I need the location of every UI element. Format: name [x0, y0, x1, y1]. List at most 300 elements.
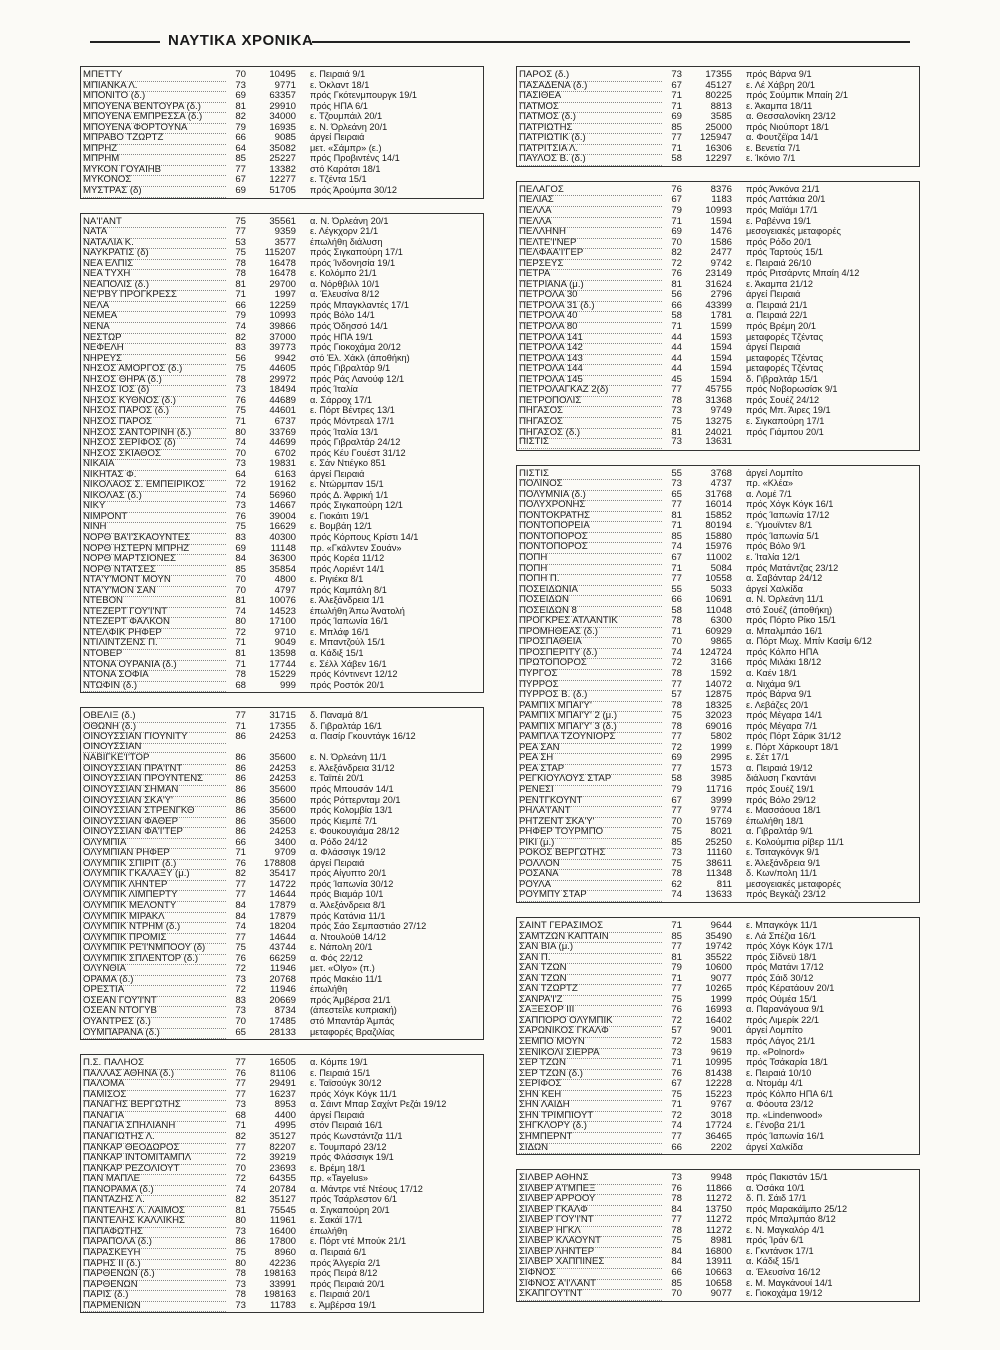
ship-entry — [83, 1016, 483, 1027]
ship-entry — [83, 752, 483, 763]
build-year: 68 — [235, 1109, 246, 1121]
build-year: 76 — [671, 1004, 682, 1016]
build-year: 77 — [671, 573, 682, 585]
tonnage: 35600 — [269, 794, 296, 806]
build-year: 75 — [235, 405, 246, 417]
ship-entry — [519, 1183, 919, 1194]
ship-name: ΝΗΣΟΣ ΑΜΟΡΓΟΣ (δ.) — [83, 364, 226, 376]
status: πρός Ίαπωνία 16/1 — [310, 616, 389, 627]
build-year: 84 — [235, 900, 246, 912]
ship-name: ΟΘΩΝΗ (δ.) — [83, 722, 226, 734]
ship-entry — [83, 1068, 483, 1079]
build-year: 71 — [235, 720, 246, 732]
ship-name: Π.Σ. ΠΑΛΗΟΣ — [83, 1058, 226, 1070]
build-year: 71 — [235, 289, 246, 301]
status: δ. Γιβραλτάρ 16/1 — [310, 720, 382, 731]
status: πρός Μπαγκλαντές 17/1 — [310, 299, 409, 310]
status: πρός Πακιστάν 15/1 — [746, 1172, 828, 1183]
status: ε. Σέλλ Χάβεν 16/1 — [310, 658, 387, 669]
status: ε. Τουμπαρό 23/12 — [310, 1141, 387, 1152]
ship-name: ΝΗΣΟΣ ΣΕΡΙΦΟΣ (δ) — [83, 438, 226, 450]
ship-name: ΠΗΓΑΣΟΣ — [519, 417, 662, 429]
ship-entry — [519, 858, 919, 869]
build-year: 86 — [235, 773, 246, 785]
ship-name: ΝΕΑΠΟΛΙΣ (δ.) — [83, 280, 226, 292]
status: ε. Βρέμη 18/1 — [310, 1162, 366, 1173]
ship-name: ΠΡΟΓΚΡΕΣ ΑΤΛΑΝΤΙΚ — [519, 616, 662, 628]
build-year: 62 — [671, 878, 682, 890]
ship-entry — [83, 237, 483, 248]
ship-name: ΝΙΜΡΟΝΤ — [83, 512, 226, 524]
tonnage: 23149 — [705, 268, 732, 280]
build-year: 78 — [235, 268, 246, 280]
ship-entry — [519, 1267, 919, 1278]
build-year: 71 — [671, 972, 682, 984]
build-year: 69 — [671, 752, 682, 764]
ship-name: ΟΙΝΟΥΣΣΙΑΝ ΠΡΑ'Ι'ΝΤ — [83, 764, 226, 776]
ship-name: ΠΥΡΡΟΣ Β. (δ.) — [519, 690, 662, 702]
ship-entry — [83, 721, 483, 732]
ship-name: ΡΑΜΠΙΧ ΜΠΑΙ'Υ' 3 (δ.) — [519, 722, 662, 734]
ship-name: ΣΑΜΤΖΩΝ ΚΑΠΤΑΙΝ — [519, 932, 662, 944]
ship-entry — [83, 289, 483, 300]
status: πρός Ριτσάρντς Μπαίη 4/12 — [746, 268, 860, 279]
status: πρός Μιλάκι 18/12 — [746, 657, 822, 668]
ship-entry — [519, 679, 919, 690]
tonnage: 10558 — [705, 573, 732, 585]
build-year: 72 — [235, 479, 246, 491]
status: α. Λομέ 7/1 — [746, 488, 792, 499]
tonnage: 6163 — [274, 468, 296, 480]
build-year: 82 — [235, 868, 246, 880]
ship-name: ΣΕΡ ΤΖΩΝ — [519, 1058, 662, 1070]
ship-entry — [519, 1131, 919, 1142]
build-year: 44 — [671, 363, 682, 375]
status: πρός Σουέζ 19/1 — [746, 784, 815, 794]
ship-name: ΟΡΕΣΤΙΑ — [83, 985, 226, 997]
build-year: 82 — [235, 111, 246, 123]
ship-name: ΠΟΝΤΟΠΟΡΕΙΑ — [519, 521, 662, 533]
ship-entry — [519, 826, 919, 837]
status: ε. Πειραιά 20/1 — [310, 1289, 371, 1300]
ship-entry — [83, 1184, 483, 1195]
status: ε. Πόρτ ντέ Μπούκ 21/1 — [310, 1236, 407, 1247]
build-year: 73 — [235, 1299, 246, 1311]
status: μετ. «Σάμπρ» (ε.) — [310, 142, 382, 153]
ship-entry — [83, 1078, 483, 1089]
ship-name: ΝΤΩΦΙΝ (δ.) — [83, 681, 226, 693]
build-year: 83 — [235, 994, 246, 1006]
tonnage: 11716 — [706, 784, 732, 795]
ship-entry — [519, 520, 919, 531]
ship-name: ΟΙΝΟΥΣΣΙΑΝ ΣΚΑ'Υ' — [83, 796, 226, 808]
build-year: 73 — [671, 1046, 682, 1058]
build-year: 86 — [235, 826, 246, 838]
ship-name: ΣΙΛΒΕΡ ΑΡΡΟΟΥ — [519, 1194, 662, 1206]
ship-entry — [83, 90, 483, 101]
tonnage: 8953 — [274, 1099, 296, 1111]
status: έπωλήθη 18/1 — [746, 815, 804, 826]
tonnage: 29491 — [269, 1078, 296, 1090]
ship-entry — [83, 185, 483, 196]
build-year: 75 — [671, 415, 682, 427]
tonnage: 80225 — [705, 90, 732, 102]
status: άργεί Πειραιά — [310, 857, 365, 868]
status: ε. Ραβέννα 19/1 — [746, 215, 811, 226]
build-year: 76 — [235, 1067, 246, 1079]
tonnage: 1583 — [710, 1036, 732, 1048]
tonnage: 39773 — [269, 342, 296, 354]
build-year: 72 — [671, 1109, 682, 1121]
status: πρός Πόρτο Ρίκο 15/1 — [746, 615, 836, 626]
tonnage: 25000 — [705, 121, 732, 133]
ship-name: ΠΕΤΡΟΛΑ 145 — [519, 375, 662, 387]
ship-name: ΠΡΩΤΟΠΟΡΟΣ — [519, 658, 662, 670]
status: ε. Γιοκοχάμα 19/12 — [746, 1288, 823, 1299]
ship-entry — [519, 847, 919, 858]
ship-name: ΣΗΓΚΛΟΡΥ (δ.) — [519, 1121, 662, 1133]
build-year: 78 — [671, 1193, 682, 1205]
ship-name: ΠΑΡΘΕΝΩΝ — [83, 1280, 226, 1292]
ship-name: ΡΟΛΛΟΝ — [519, 859, 662, 871]
ship-entry — [519, 952, 919, 963]
ship-entry — [83, 710, 483, 721]
tonnage: 45755 — [705, 384, 732, 396]
status: ε. Γιοκάιτι 19/1 — [310, 510, 369, 521]
status: α. Σάρροχ 17/1 — [310, 394, 372, 405]
ship-name: ΠΗΓΑΣΟΣ (δ.) — [519, 428, 662, 440]
ship-entry — [83, 1120, 483, 1131]
build-year: 76 — [235, 394, 246, 406]
ship-entry — [83, 921, 483, 932]
tonnage: 18494 — [269, 384, 296, 396]
tonnage: 29972 — [269, 373, 296, 385]
ship-entry — [83, 669, 483, 680]
status: άργεί Λομπίτο — [746, 467, 803, 478]
ship-name: ΠΕΤΡΙΑΝΑ (μ.) — [519, 280, 662, 292]
ship-entry — [83, 648, 483, 659]
status: μεταφορές Τζέντας — [746, 352, 823, 363]
tonnage: 29700 — [269, 278, 296, 290]
tonnage: 11148 — [270, 542, 296, 554]
ship-entry — [83, 1194, 483, 1205]
build-year: 69 — [235, 185, 246, 197]
ship-list-block — [516, 181, 920, 451]
tonnage: 35082 — [269, 142, 296, 154]
build-year: 73 — [235, 384, 246, 396]
status: πρός Λαττάκια 20/1 — [746, 194, 826, 205]
status: ε. Άλεξάνδρεια 31/12 — [310, 762, 395, 773]
tonnage: 11048 — [706, 604, 732, 616]
ship-entry — [519, 1288, 919, 1299]
build-year: 70 — [671, 236, 682, 248]
ship-name: ΠΑΤΡΙΩΤΙΚ (δ.) — [519, 133, 662, 145]
ship-entry — [519, 731, 919, 742]
ship-name: ΠΑΝΤΕΛΗΣ Λ. ΛΑΙΜΟΣ — [83, 1206, 226, 1218]
ship-entry — [519, 879, 919, 890]
ship-entry — [83, 469, 483, 480]
tonnage: 11783 — [270, 1299, 296, 1311]
ship-name: ΠΕΛΙΑΣ — [519, 195, 662, 207]
ship-name: ΟΛΥΜΠΙΚ ΣΠΙΡΙΤ (δ.) — [83, 859, 226, 871]
status: α. Πασίρ Γκουντάγκ 16/12 — [310, 731, 416, 742]
ship-entry — [83, 942, 483, 953]
status: πρός Κιεμπέ 7/1 — [310, 815, 377, 826]
status: πρός Μόντρεαλ 17/1 — [310, 415, 395, 426]
ship-name: ΝΤΟΝΑ ΣΟΦΙΑ — [83, 670, 226, 682]
ship-entry — [519, 805, 919, 816]
build-year: 70 — [671, 636, 682, 648]
status: άργεί Πειραιά — [310, 468, 365, 479]
status: πρός Μπαλμπάο 8/12 — [746, 1214, 836, 1225]
ship-entry — [83, 953, 483, 964]
tonnage: 14523 — [269, 605, 296, 617]
status: πρός Γιάμπου 20/1 — [746, 426, 824, 437]
ship-entry — [83, 742, 483, 753]
ship-name: ΠΕΤΡΟΠΟΛΙΣ — [519, 396, 662, 408]
ship-name: ΠΟΛΥΜΝΙΑ (δ.) — [519, 490, 662, 502]
build-year: 65 — [235, 1026, 246, 1038]
build-year: 73 — [671, 478, 682, 490]
build-year: 82 — [235, 1194, 246, 1206]
tonnage: 16237 — [269, 1088, 296, 1100]
ship-entry — [519, 941, 919, 952]
build-year: 72 — [235, 963, 246, 975]
build-year: 72 — [235, 1173, 246, 1185]
status: ε. Άμβέρσα 19/1 — [310, 1299, 377, 1310]
tonnage: 45127 — [705, 79, 732, 91]
status: πρός Κέρατάουν 20/1 — [746, 983, 835, 994]
status: πρός Τσάρλεστον 6/1 — [310, 1194, 398, 1205]
tonnage: 10691 — [705, 594, 732, 606]
build-year: 71 — [235, 415, 246, 427]
ship-entry — [519, 478, 919, 489]
ship-entry — [83, 773, 483, 784]
ship-entry — [83, 784, 483, 795]
status: πρός Βάρνα 9/1 — [746, 689, 812, 700]
build-year: 77 — [235, 1078, 246, 1090]
build-year: 66 — [235, 836, 246, 848]
ship-entry — [519, 321, 919, 332]
build-year: 77 — [671, 731, 682, 743]
tonnage: 14644 — [269, 931, 296, 943]
ship-name: ΝΟΡΘ ΝΤΑΤΣΕΣ — [83, 565, 226, 577]
build-year: 81 — [235, 100, 246, 112]
build-year: 58 — [671, 310, 682, 322]
status: ε. Βομβάη 12/1 — [310, 521, 372, 532]
status: α. Κόμπε 19/1 — [310, 1057, 368, 1068]
status: πρός Όδησσό 14/1 — [310, 321, 388, 332]
ship-name: ΝΙΚΗΤΑΣ Φ. — [83, 470, 226, 482]
ship-name: ΟΛΥΜΠΙΚ ΛΗΝΤΕΡ — [83, 880, 226, 892]
ship-name: ΡΗΤΖΕΝΤ ΣΚΑ'Υ' — [519, 817, 662, 829]
tonnage: 8960 — [274, 1246, 296, 1258]
tonnage: 24253 — [269, 731, 296, 743]
tonnage: 3999 — [710, 794, 732, 806]
ship-entry — [519, 1120, 919, 1131]
build-year: 73 — [235, 458, 246, 470]
ship-name: ΝΕΦΕΛΗ — [83, 343, 226, 355]
ship-name: ΠΟΠΗ — [519, 564, 662, 576]
status: δ. Κων/πολη 11/1 — [746, 868, 818, 879]
tonnage: 13633 — [705, 889, 732, 901]
status: πρ. «Polnord» — [746, 1046, 805, 1057]
ship-name: ΣΙΦΝΟΣ Α'Ι'ΛΑΝΤ — [519, 1279, 662, 1291]
build-year: 79 — [671, 784, 682, 795]
status: έπωλήθη Άπω Άνατολή — [310, 605, 405, 616]
build-year: 69 — [671, 111, 682, 123]
ship-name: ΠΡΟΣΠΑΘΕΙΑ — [519, 637, 662, 649]
tonnage: 4797 — [274, 584, 296, 596]
ship-entry — [519, 353, 919, 364]
ship-name: ΣΕΡΙΦΟΣ — [519, 1079, 662, 1091]
status: έπωλήθη — [310, 1225, 348, 1236]
ship-entry — [83, 543, 483, 554]
build-year: 71 — [671, 1057, 682, 1069]
status: πρός Βόλο 29/12 — [746, 794, 816, 805]
ship-entry — [519, 143, 919, 154]
ship-entry — [519, 837, 919, 848]
tonnage: 9767 — [710, 1099, 732, 1111]
status: πρός Ίράν 6/1 — [746, 1235, 804, 1246]
ship-name: ΡΗΦΕΡ ΤΟΥΡΜΠΟ — [519, 827, 662, 839]
build-year: 74 — [235, 921, 246, 933]
ship-name: ΠΕΤΡΟΛΑ 80 — [519, 322, 662, 334]
build-year: 66 — [235, 132, 246, 144]
build-year: 67 — [671, 1078, 682, 1090]
status: α. Φός 22/12 — [310, 952, 363, 963]
tonnage: 1594 — [710, 342, 732, 354]
ship-entry — [519, 153, 919, 164]
ship-entry — [83, 1163, 483, 1174]
ship-name: ΟΛΥΜΠΙΚ ΛΙΜΠΕΡΤΥ — [83, 890, 226, 902]
status: πρός Μέγαρα 14/1 — [746, 710, 823, 721]
ship-name: ΟΙΝΟΥΣΣΙΑΝ — [83, 742, 226, 754]
tonnage: 10076 — [269, 595, 296, 607]
ship-name: ΣΚΑΠΓΟΥ'Ι'ΝΤ — [519, 1289, 662, 1301]
ship-name: ΠΕΤΡΟΛΑ 143 — [519, 354, 662, 366]
ship-name: ΜΠΟΝΙΤΟ (δ.) — [83, 91, 226, 103]
ship-entry — [83, 132, 483, 143]
tonnage: 80194 — [705, 520, 732, 532]
build-year: 71 — [671, 90, 682, 102]
status: α. Θεσσαλονίκη 23/12 — [746, 111, 836, 122]
build-year: 77 — [671, 384, 682, 396]
build-year: 65 — [671, 488, 682, 500]
status: πρός Ρόδο 20/1 — [746, 236, 812, 247]
tonnage: 8021 — [710, 826, 732, 838]
tonnage: 66259 — [269, 952, 296, 964]
build-year: 72 — [235, 626, 246, 638]
tonnage: 16400 — [269, 1225, 296, 1237]
status: ε. Άλεξάνδρεια 9/1 — [746, 857, 821, 868]
ship-entry — [83, 858, 483, 869]
tonnage: 3166 — [710, 657, 732, 669]
status: ε. Πόρτ Χάρκουρτ 18/1 — [746, 741, 839, 752]
tonnage: 11946 — [270, 963, 296, 975]
status: α. Κάδιξ 15/1 — [310, 647, 364, 658]
ship-name: ΝΙΚΑΙΑ — [83, 459, 226, 471]
ship-name: ΠΕΛΑΓΟΣ — [519, 185, 662, 197]
ship-name: ΝΕΑ ΕΛΠΙΣ — [83, 259, 226, 271]
build-year: 76 — [671, 268, 682, 280]
ship-entry — [519, 468, 919, 479]
ship-list-block — [80, 66, 484, 199]
ship-entry — [83, 279, 483, 290]
build-year: 83 — [235, 531, 246, 543]
status: διάλυση Γκαντάνι — [746, 773, 817, 784]
tonnage: 4400 — [274, 1109, 296, 1121]
build-year: 71 — [671, 142, 682, 154]
status: ε. Ντώρμπαν 15/1 — [310, 479, 384, 490]
status: πρός Πόρτ Σάρικ 31/12 — [746, 731, 842, 742]
status: πρός Γιβραλτάρ 24/12 — [310, 437, 401, 448]
ship-entry — [83, 826, 483, 837]
ship-entry — [83, 595, 483, 606]
ship-entry — [83, 342, 483, 353]
status: ε. Άλεξάνδρεια 1/1 — [310, 595, 385, 606]
tonnage: 24253 — [269, 762, 296, 774]
ship-entry — [519, 132, 919, 143]
build-year: 75 — [671, 857, 682, 869]
tonnage: 33991 — [269, 1278, 296, 1290]
status: μεσογειακές μεταφορές — [746, 226, 841, 237]
ship-name: ΠΕΤΡΟΛΑ 30 — [519, 290, 662, 302]
status: ε. Γένοβα 21/1 — [746, 1120, 806, 1131]
tonnage: 11946 — [270, 984, 296, 996]
ship-entry — [519, 657, 919, 668]
ship-name: ΟΙΝΟΥΣΣΙΑΝ ΣΤΡΕΝΓΚΘ — [83, 806, 226, 818]
tonnage: 24253 — [269, 826, 296, 838]
ship-name: ΝΤΕΛΦΙΚ ΡΗΦΕΡ — [83, 628, 226, 640]
status: πρός Ίνδονησία 19/1 — [310, 257, 396, 268]
build-year: 81 — [235, 1204, 246, 1216]
status: πρός Άρούμπα 30/12 — [310, 185, 397, 196]
status: α. Όσάκα 10/1 — [746, 1182, 805, 1193]
ship-name: ΠΑΡΑΣΚΕΥΗ — [83, 1248, 226, 1260]
build-year: 86 — [235, 762, 246, 774]
tonnage: 25250 — [705, 836, 732, 848]
tonnage: 13911 — [706, 1256, 732, 1268]
tonnage: 81106 — [270, 1067, 296, 1079]
ship-name: ΟΣΕΑΝ ΓΟΥ'Ι'ΝΤ — [83, 996, 226, 1008]
status: πρός Βάρνα 9/1 — [746, 69, 812, 79]
tonnage: 9710 — [274, 626, 296, 638]
ship-entry — [83, 122, 483, 133]
tonnage: 9771 — [274, 79, 296, 91]
ship-name: ΠΑΣΑΔΕΝΑ (δ.) — [519, 81, 662, 93]
build-year: 75 — [235, 215, 246, 227]
status: πρ. «Γκάλντεν Σουάν» — [310, 542, 402, 553]
tonnage: 19162 — [269, 479, 296, 491]
ship-name: ΡΙΚΙ (μ.) — [519, 838, 662, 850]
build-year: 77 — [235, 1057, 246, 1069]
build-year: 75 — [235, 942, 246, 954]
tonnage: 15976 — [705, 541, 732, 553]
ship-name: ΣΑΝ Π. — [519, 953, 662, 965]
status: πρός Χόγκ Κόγκ 17/1 — [746, 941, 834, 952]
ship-name: ΝΤΑ'Υ'ΜΟΝ ΣΑΝ — [83, 586, 226, 598]
tonnage: 10995 — [705, 1057, 732, 1069]
ship-name: ΜΠΟΥΕΝΑ ΒΕΝΤΟΥΡΑ (δ.) — [83, 102, 226, 114]
ship-entry — [83, 332, 483, 343]
build-year: 80 — [235, 426, 246, 438]
tonnage: 6737 — [274, 415, 296, 427]
status: ε. Πειραιά 10/10 — [746, 1067, 812, 1078]
header-rule-left — [90, 41, 160, 43]
tonnage: 9774 — [710, 805, 732, 817]
tonnage: 9619 — [710, 1046, 732, 1058]
